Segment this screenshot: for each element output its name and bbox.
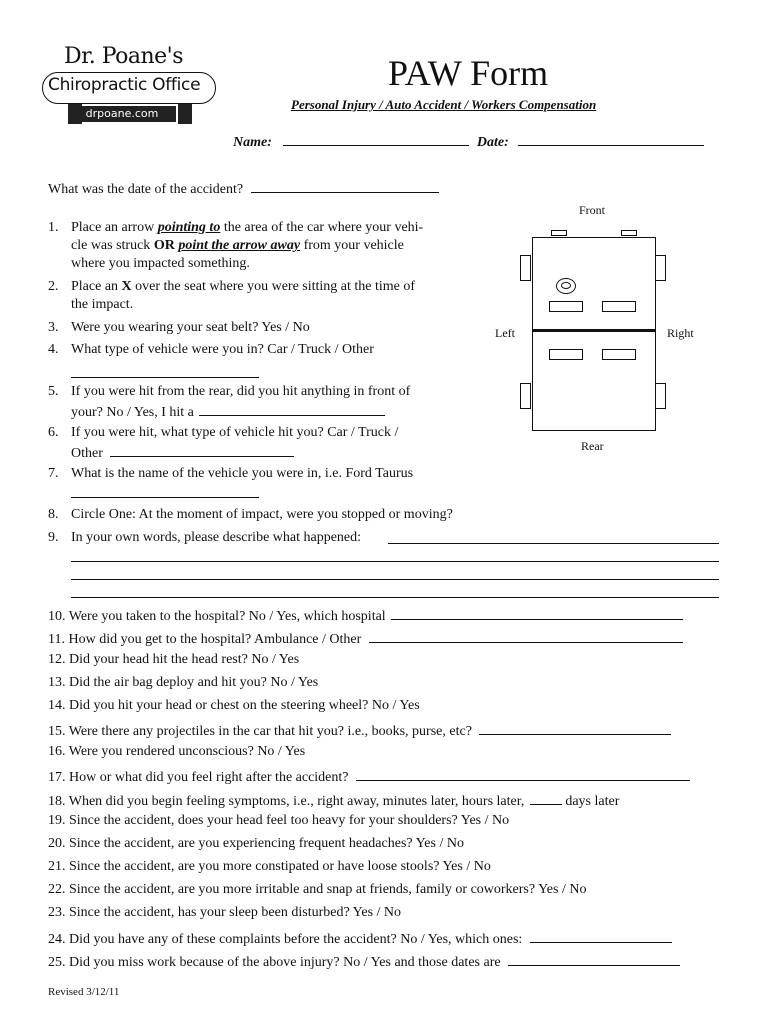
q23-text: 23. Since the accident, has your sleep been disturbed? Yes / No [48, 905, 402, 920]
name-label: Name: [233, 135, 272, 150]
q8-text: Circle One: At the moment of impact, were you stopped or moving? [71, 507, 453, 522]
q10-text: 10. Were you taken to the hospital? No / Yes, which hospital [48, 609, 386, 624]
q25-answer-field[interactable] [508, 951, 680, 966]
page-subtitle: Personal Injury / Auto Accident / Workers Compensation [291, 97, 597, 112]
q6-number: 6. [48, 425, 59, 440]
q18-days-field[interactable] [530, 790, 562, 805]
q5-line2: your? No / Yes, I hit a [71, 405, 194, 420]
right-rear-wheel[interactable] [655, 383, 666, 409]
q18-days-label: days later [565, 794, 620, 809]
q9-answer-line-2[interactable] [71, 561, 719, 562]
q11-answer-field[interactable] [369, 628, 683, 643]
car-right-label: Right [667, 326, 694, 340]
q3-number: 3. [48, 320, 59, 335]
rear-right-seat[interactable] [602, 349, 636, 360]
q2-line2: the impact. [71, 297, 134, 312]
left-rear-wheel[interactable] [520, 383, 531, 409]
date-field[interactable] [518, 131, 704, 146]
logo-line2: Chiropractic Office [48, 75, 201, 95]
name-field[interactable] [283, 131, 469, 146]
q22-text: 22. Since the accident, are you more irritable and snap at friends, family or coworkers? Yes / No [48, 882, 587, 897]
q3-text: Were you wearing your seat belt? Yes / No [71, 320, 310, 335]
q1-line1: Place an arrow pointing to the area of the car where your vehi- [71, 220, 424, 235]
revision-date: Revised 3/12/11 [48, 986, 120, 998]
q14-text: 14. Did you hit your head or chest on the steering wheel? No / Yes [48, 698, 420, 713]
q11-text: 11. How did you get to the hospital? Ambulance / Other [48, 632, 362, 647]
q1-number: 1. [48, 220, 59, 235]
car-divider [532, 329, 656, 332]
front-light-right [621, 230, 637, 236]
q24-answer-field[interactable] [530, 928, 672, 943]
page-title: PAW Form [388, 53, 549, 93]
car-left-label: Left [495, 326, 515, 340]
q2-number: 2. [48, 279, 59, 294]
q7-number: 7. [48, 466, 59, 481]
q20-text: 20. Since the accident, are you experiencing frequent headaches? Yes / No [48, 836, 464, 851]
q9-text: In your own words, please describe what happened: [71, 530, 362, 545]
q4-answer-line[interactable] [71, 377, 259, 378]
q1-line2: cle was struck OR point the arrow away from your vehicle [71, 238, 404, 253]
q15-text: 15. Were there any projectiles in the car that hit you? i.e., books, purse, etc? [48, 724, 472, 739]
q12-text: 12. Did your head hit the head rest? No / Yes [48, 652, 300, 667]
q16-text: 16. Were you rendered unconscious? No / Yes [48, 744, 306, 759]
rear-left-seat[interactable] [549, 349, 583, 360]
clinic-logo [38, 42, 218, 132]
accident-date-question: What was the date of the accident? [48, 182, 244, 197]
q4-text: What type of vehicle were you in? Car / Truck / Other [71, 342, 374, 357]
accident-date-field[interactable] [251, 178, 439, 193]
steering-wheel-icon [556, 278, 576, 294]
q24-text: 24. Did you have any of these complaints before the accident? No / Yes, which ones: [48, 932, 523, 947]
q19-text: 19. Since the accident, does your head feel too heavy for your shoulders? Yes / No [48, 813, 510, 828]
q7-answer-line[interactable] [71, 497, 259, 498]
q5-line1: If you were hit from the rear, did you hit anything in front of [71, 384, 411, 399]
q9-answer-line-3[interactable] [71, 579, 719, 580]
q5-number: 5. [48, 384, 59, 399]
q25-text: 25. Did you miss work because of the above injury? No / Yes and those dates are [48, 955, 501, 970]
film-strip-icon [178, 104, 192, 124]
left-front-wheel[interactable] [520, 255, 531, 281]
q17-text: 17. How or what did you feel right after the accident? [48, 770, 349, 785]
q2-line1: Place an X over the seat where you were sitting at the time of [71, 279, 416, 294]
q15-answer-field[interactable] [479, 720, 671, 735]
right-front-wheel[interactable] [655, 255, 666, 281]
q21-text: 21. Since the accident, are you more constipated or have loose stools? Yes / No [48, 859, 491, 874]
q5-answer-field[interactable] [199, 401, 385, 416]
car-diagram[interactable] [532, 237, 656, 431]
front-left-seat[interactable] [549, 301, 583, 312]
q13-text: 13. Did the air bag deploy and hit you? No / Yes [48, 675, 319, 690]
q6-answer-field[interactable] [110, 442, 294, 457]
q4-number: 4. [48, 342, 59, 357]
q18-text: 18. When did you begin feeling symptoms, i.e., right away, minutes later, hours later, [48, 794, 525, 809]
car-rear-label: Rear [581, 439, 604, 453]
q10-answer-field[interactable] [391, 605, 683, 620]
q7-text: What is the name of the vehicle you were in, i.e. Ford Taurus [71, 466, 414, 481]
q9-answer-line-1[interactable] [388, 543, 719, 544]
front-light-left [551, 230, 567, 236]
date-label: Date: [476, 135, 509, 150]
car-front-label: Front [579, 203, 606, 217]
q6-line1: If you were hit, what type of vehicle hit you? Car / Truck / [71, 425, 399, 440]
q6-line2: Other [71, 446, 103, 461]
logo-line1: Dr. Poane's [64, 44, 184, 69]
q1-line3: where you impacted something. [71, 256, 250, 271]
logo-url: drpoane.com [68, 106, 176, 122]
q17-answer-field[interactable] [356, 766, 690, 781]
q9-number: 9. [48, 530, 59, 545]
q9-answer-line-4[interactable] [71, 597, 719, 598]
front-right-seat[interactable] [602, 301, 636, 312]
q8-number: 8. [48, 507, 59, 522]
